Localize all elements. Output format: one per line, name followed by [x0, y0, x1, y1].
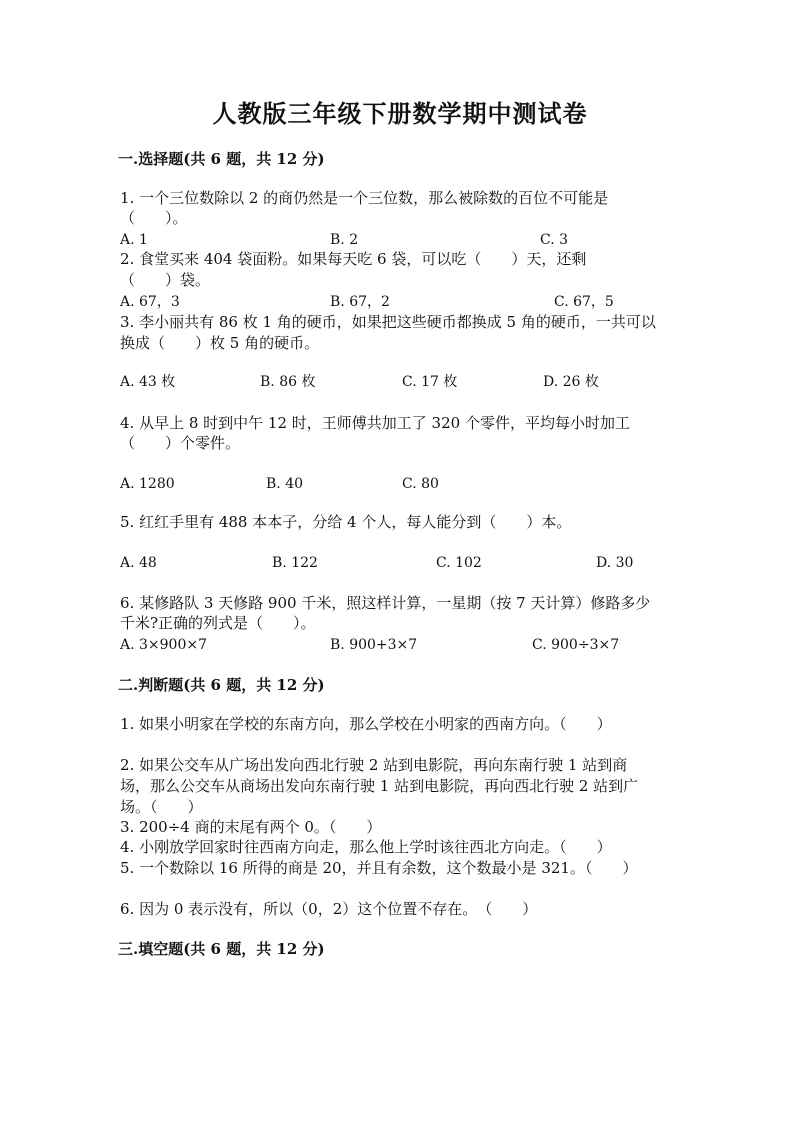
- question-line: 5. 一个数除以 16 所得的商是 20，并且有余数，这个数最小是 321。（ ）: [120, 859, 638, 877]
- option: D. 26 枚: [543, 374, 599, 390]
- question-line: 1. 如果小明家在学校的东南方向，那么学校在小明家的西南方向。（ ）: [120, 715, 612, 733]
- option: C. 80: [402, 476, 439, 492]
- option: A. 48: [120, 555, 157, 571]
- question-line: 6. 某修路队 3 天修路 900 千米，照这样计算，一星期（按 7 天计算）修路多少: [120, 594, 651, 612]
- option: B. 2: [330, 232, 359, 248]
- question-line: （ ）个零件。: [120, 434, 241, 452]
- question-line: 3. 李小丽共有 86 枚 1 角的硬币，如果把这些硬币都换成 5 角的硬币，一共可以: [120, 313, 656, 331]
- option: C. 900÷3×7: [532, 637, 620, 653]
- option: D. 30: [596, 555, 634, 571]
- option: C. 102: [436, 555, 482, 571]
- question-line: 2. 如果公交车从广场出发向西北行驶 2 站到电影院，再向东南行驶 1 站到商: [120, 756, 628, 774]
- option: B. 67，2: [330, 294, 390, 310]
- question-line: 1. 一个三位数除以 2 的商仍然是一个三位数，那么被除数的百位不可能是: [120, 189, 609, 207]
- question-line: 千米?正确的列式是（ ）。: [120, 614, 316, 632]
- option: A. 1280: [120, 476, 175, 492]
- option: C. 67，5: [554, 294, 614, 310]
- section-heading-fill-in: 三.填空题(共 6 题，共 12 分): [118, 940, 325, 958]
- option: B. 900+3×7: [330, 637, 418, 653]
- section-heading-judgement: 二.判断题(共 6 题，共 12 分): [118, 676, 325, 694]
- question-line: 3. 200÷4 商的末尾有两个 0。（ ）: [120, 818, 382, 836]
- question-line: （ ）袋。: [120, 271, 211, 289]
- question-line: 换成（ ）枚 5 角的硬币。: [120, 334, 320, 352]
- option: B. 122: [272, 555, 318, 571]
- option: C. 3: [540, 232, 569, 248]
- option: A. 43 枚: [120, 374, 176, 390]
- question-line: 场，那么公交车从商场出发向东南行驶 1 站到电影院，再向西北行驶 2 站到广: [120, 777, 639, 795]
- question-line: 场。（ ）: [120, 798, 203, 816]
- option: A. 3×900×7: [120, 637, 208, 653]
- option: B. 86 枚: [260, 374, 316, 390]
- question-line: （ ）。: [120, 209, 188, 227]
- option: A. 1: [120, 232, 148, 248]
- question-line: 5. 红红手里有 488 本本子，分给 4 个人，每人能分到（ ）本。: [120, 513, 572, 531]
- option: A. 67，3: [120, 294, 180, 310]
- question-line: 2. 食堂买来 404 袋面粉。如果每天吃 6 袋，可以吃（ ）天，还剩: [120, 250, 587, 268]
- option: C. 17 枚: [402, 374, 458, 390]
- question-line: 4. 从早上 8 时到中午 12 时，王师傅共加工了 320 个零件，平均每小时加工: [120, 414, 630, 432]
- option: B. 40: [266, 476, 304, 492]
- question-line: 6. 因为 0 表示没有，所以（0，2）这个位置不存在。 （ ）: [120, 900, 538, 918]
- section-heading-choice: 一.选择题(共 6 题，共 12 分): [118, 150, 325, 168]
- page-title: 人教版三年级下册数学期中测试卷: [212, 99, 588, 128]
- question-line: 4. 小刚放学回家时往西南方向走，那么他上学时该往西北方向走。（ ）: [120, 838, 612, 856]
